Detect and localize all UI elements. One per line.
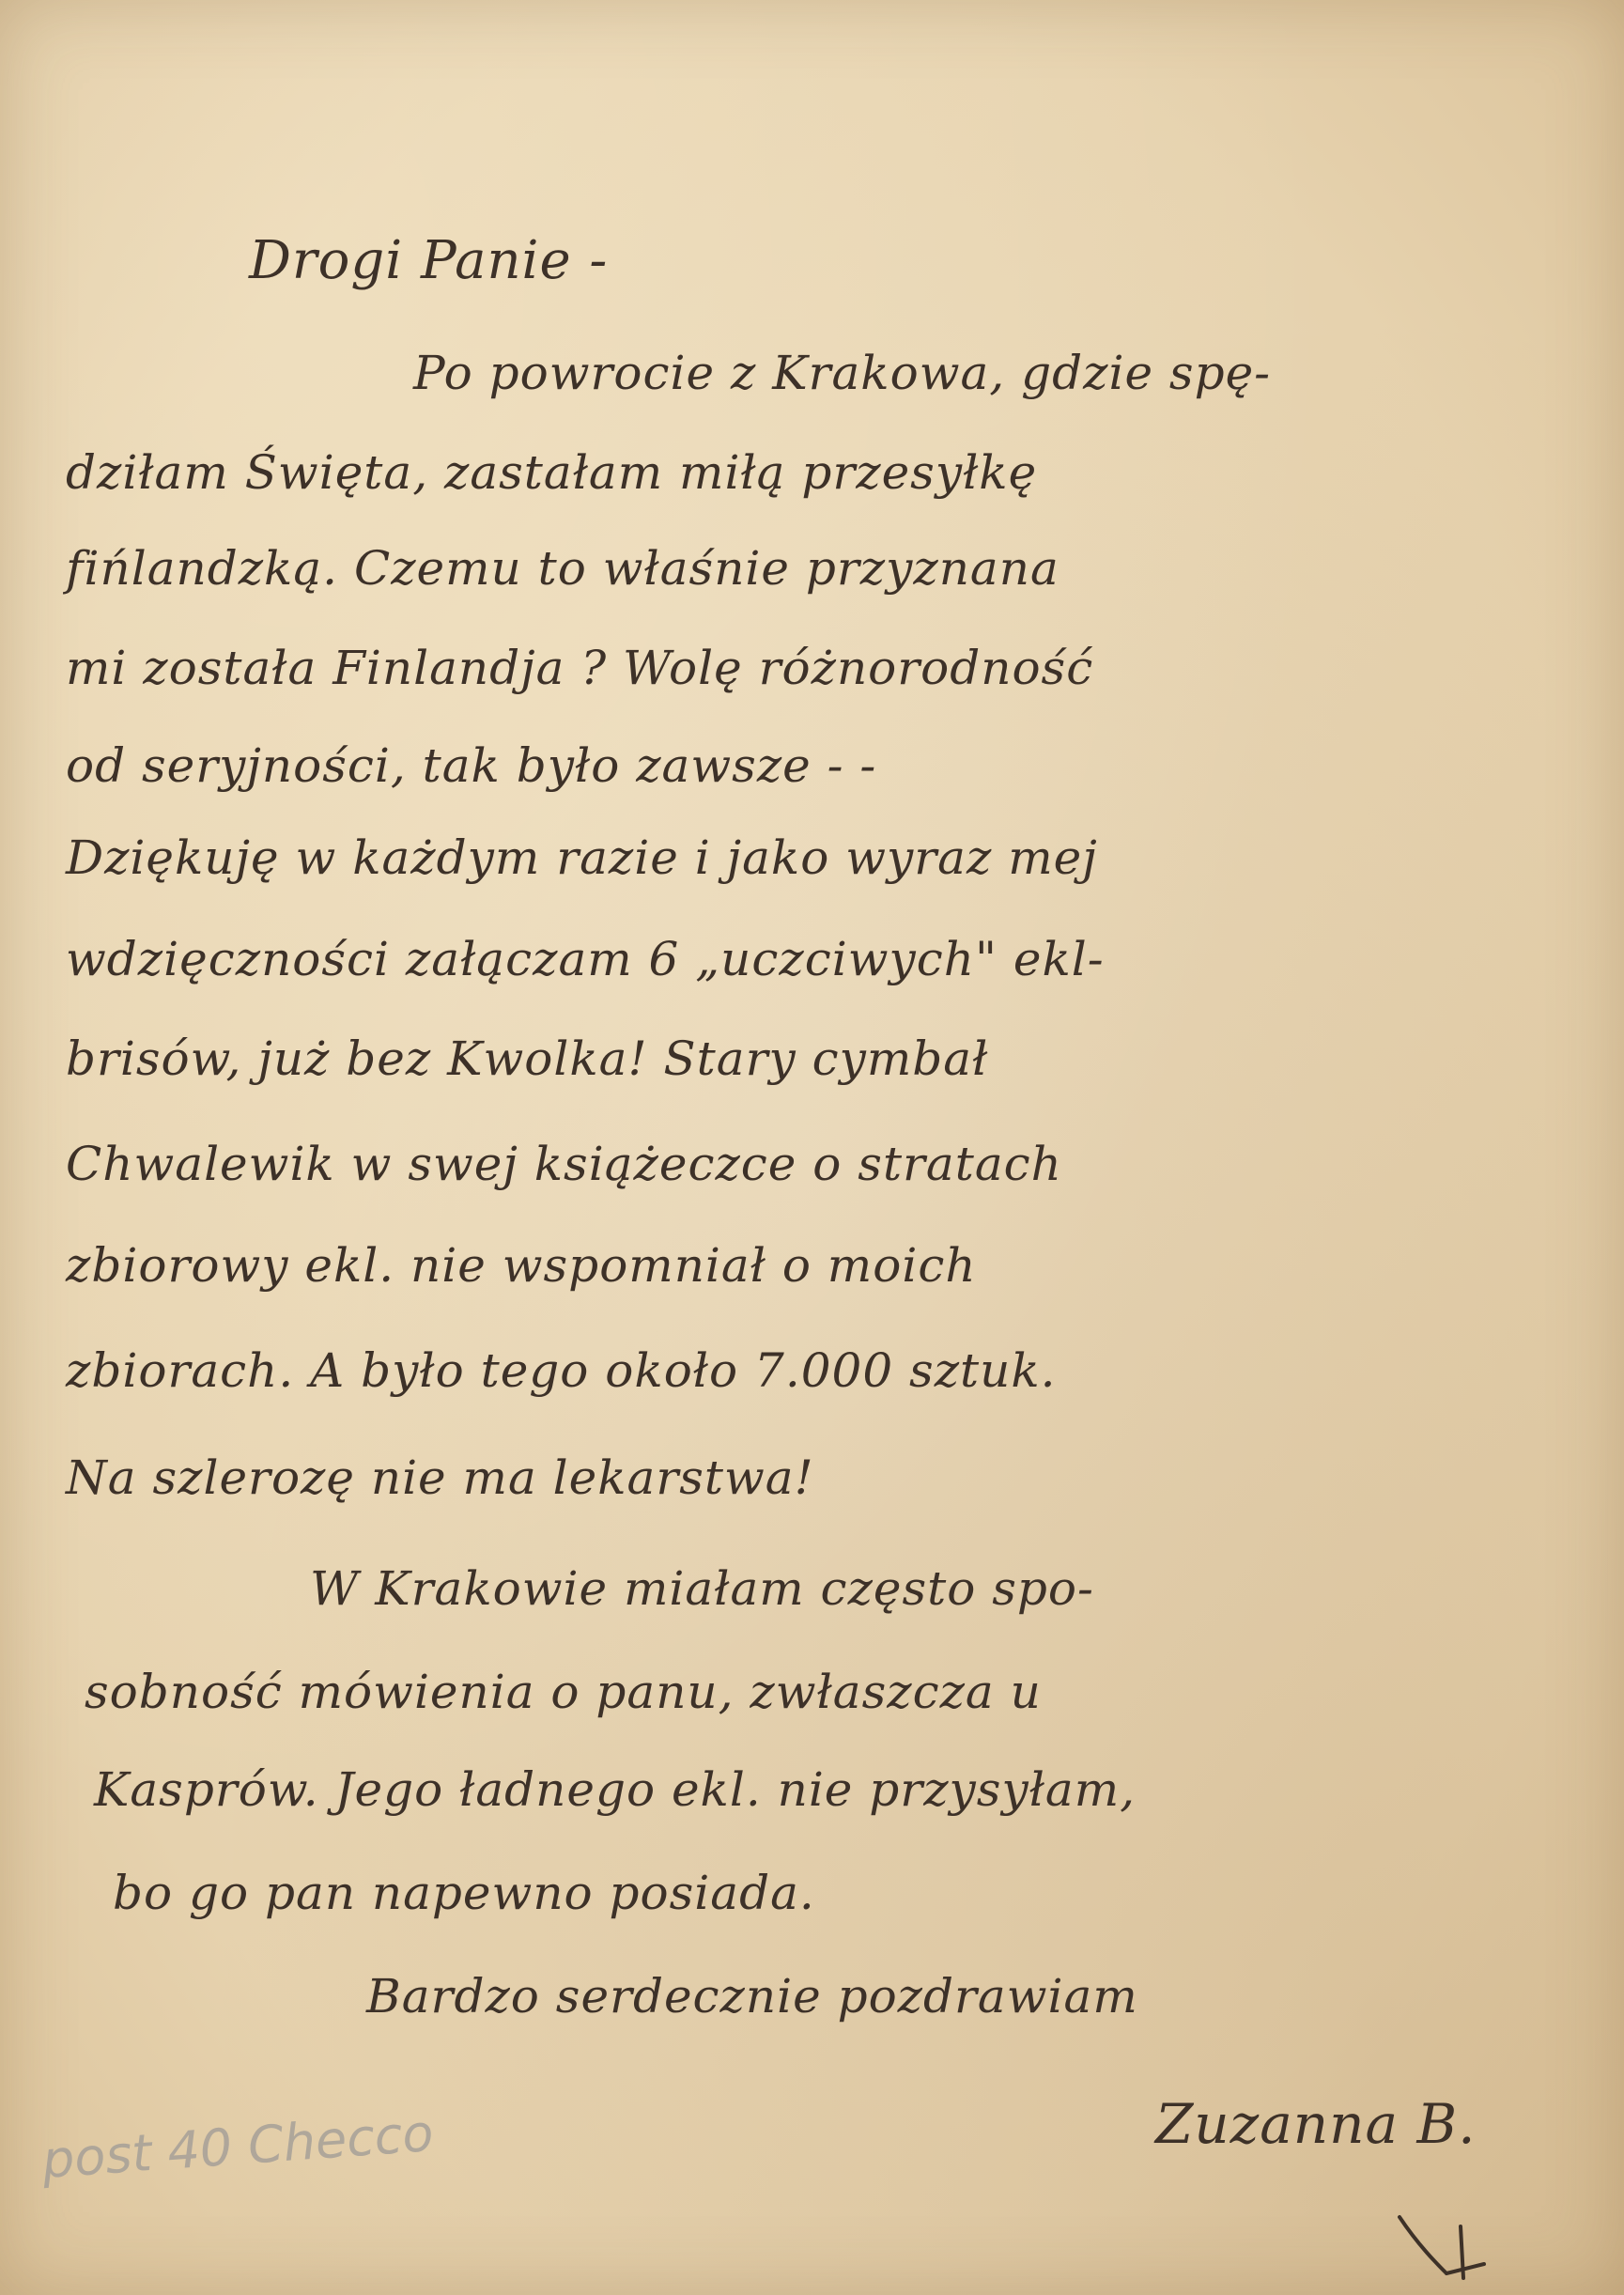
letter-line-4: mi została Finlandja ? Wolę różnorodność (66, 641, 1094, 695)
signature-flourish (1390, 2208, 1503, 2283)
letter-line-7: wdzięczności załączam 6 „uczciwych" ekl- (66, 932, 1105, 986)
letter-line-1: Po powrocie z Krakowa, gdzie spę- (413, 346, 1272, 400)
letter-line-2: dziłam Święta, zastałam miłą przesyłkę (66, 445, 1038, 500)
letter-line-17: Bardzo serdecznie pozdrawiam (366, 1969, 1138, 2024)
salutation: Drogi Panie - (249, 230, 609, 291)
letter-line-13: W Krakowie miałam często spo- (310, 1561, 1094, 1616)
letter-line-3: fińlandzką. Czemu to właśnie przyznana (66, 541, 1059, 596)
letter-line-5: od seryjności, tak było zawsze - - (66, 738, 877, 793)
signature: Zuzanna B. (1155, 2092, 1477, 2156)
letter-line-16: bo go pan napewno posiada. (113, 1866, 815, 1920)
letter-line-10: zbiorowy ekl. nie wspomniał o moich (66, 1238, 977, 1293)
letter-line-11: zbiorach. A było tego około 7.000 sztuk. (66, 1343, 1057, 1398)
letter-line-9: Chwalewik w swej książeczce o stratach (66, 1137, 1062, 1191)
letter-line-12: Na szlerozę nie ma lekarstwa! (66, 1450, 814, 1505)
pencil-note: post 40 Checco (39, 2102, 436, 2190)
letter-line-15: Kasprów. Jego ładnego ekl. nie przysyłam, (94, 1762, 1137, 1817)
letter-line-6: Dziękuję w każdym razie i jako wyraz mej (66, 830, 1098, 885)
letter-line-14: sobność mówienia o panu, zwłaszcza u (85, 1665, 1042, 1719)
letter-line-8: brisów, już bez Kwolka! Stary cymbał (66, 1031, 989, 1086)
